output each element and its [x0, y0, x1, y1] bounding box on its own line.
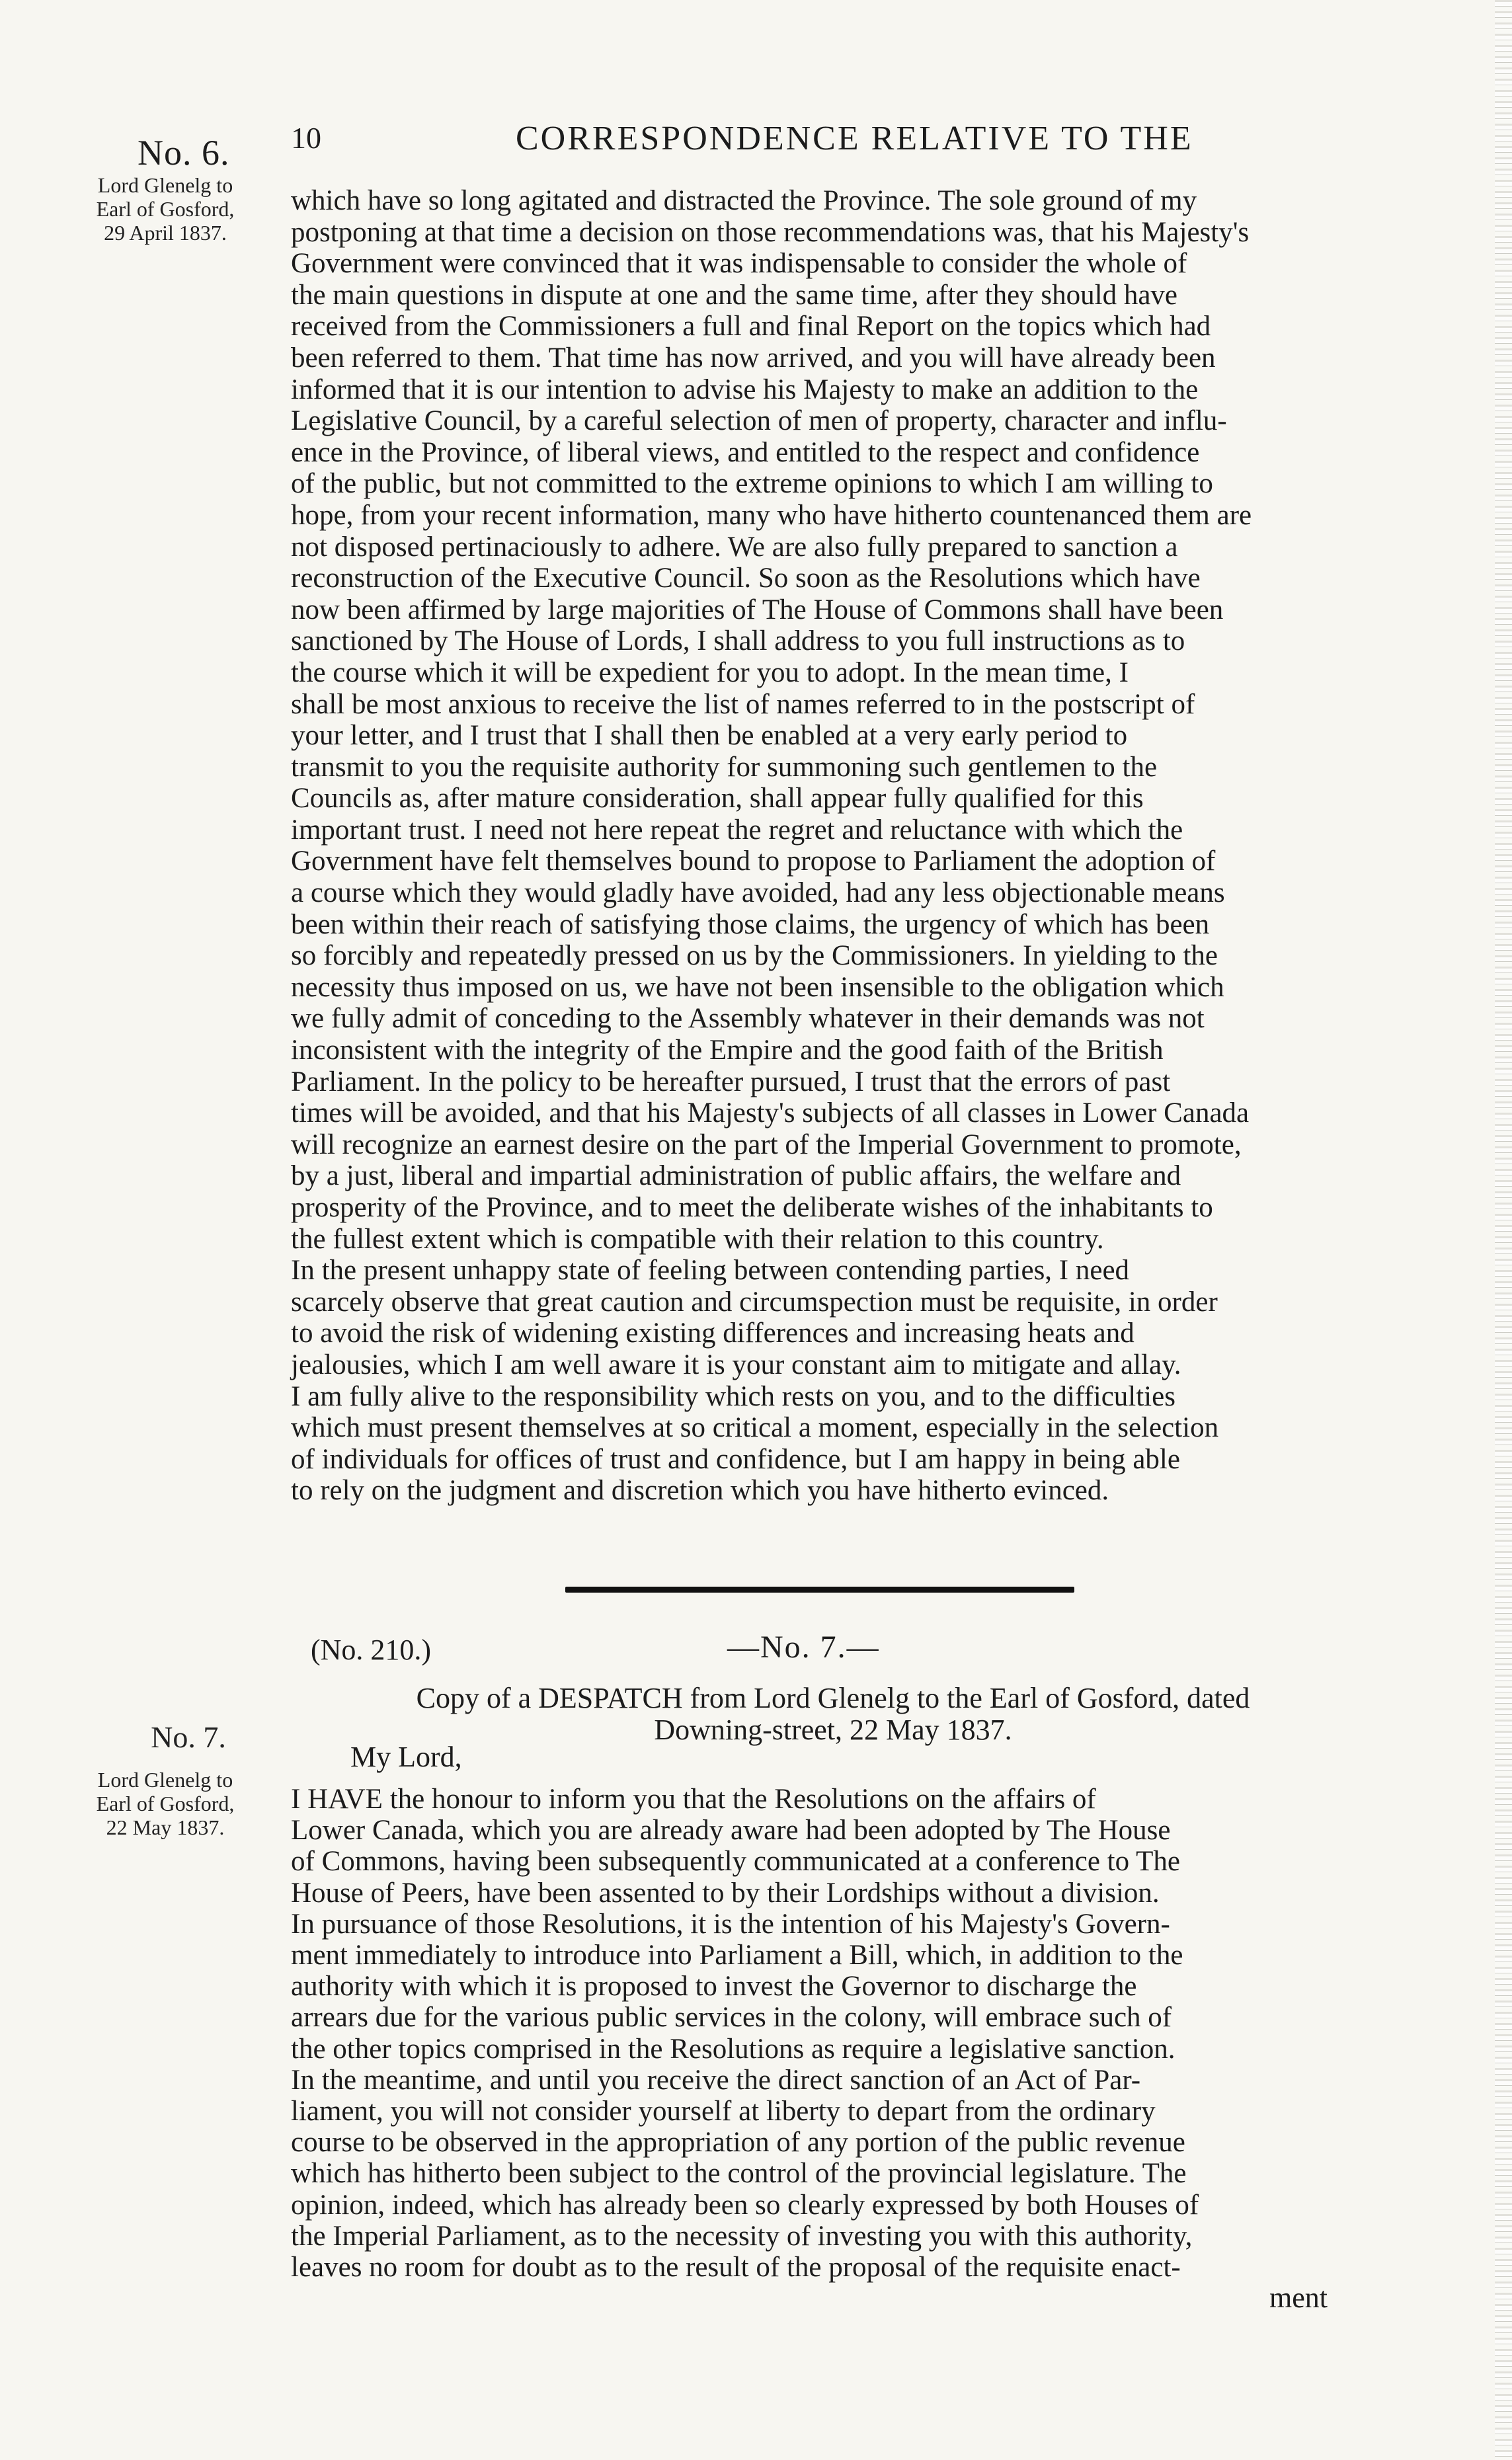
case-number: No. 6.: [138, 133, 230, 173]
section-divider: [565, 1587, 1074, 1593]
despatch-title: Copy of a DESPATCH from Lord Glenelg to the Earl of Gosford, dated Downing-street, 22 May 1837.: [416, 1682, 1250, 1746]
scan-edge-artifact: [1495, 0, 1512, 2460]
page-number: 10: [291, 121, 321, 155]
margin-number-7: No. 7.: [151, 1720, 226, 1754]
despatch-number: —No. 7.—: [727, 1630, 880, 1665]
margin-note-despatch-7: Lord Glenelg to Earl of Gosford, 22 May 1837.: [96, 1768, 235, 1839]
catchword: ment: [1269, 2281, 1328, 2314]
despatch-7-body: I HAVE the honour to inform you that the Resolutions on the affairs of Lower Canada, which you are already aware had been adopted by The House of Commons, having been subsequently communicated at a conference to The House of Peers, have been assented to by their Lordships without a division. In pursuance of those Resolutions, it is the intention of his Majesty's Govern- ment immediately to introduce into Parliament a Bill, which, in addition to the authority with which it is proposed to invest the Governor to discharge the arrears due for the various public services in the colony, will embrace such of the other topics comprised in the Resolutions as require a legislative sanction. In the meantime, and until you receive the direct sanction of an Act of Par- liament, you will not consider yourself at liberty to depart from the ordinary course to be observed in the appropriation of any portion of the public revenue which has hitherto been subject to the control of the provincial legislature. The opinion, indeed, which has already been so clearly expressed by both Houses of the Imperial Parliament, as to the necessity of investing you with this authority, leaves no room for doubt as to the result of the proposal of the requisite enact-: [291, 1784, 1199, 2283]
margin-note-letter-6: Lord Glenelg to Earl of Gosford, 29 April 1837.: [96, 173, 235, 245]
despatch-reference-number: (No. 210.): [311, 1634, 432, 1666]
running-title: CORRESPONDENCE RELATIVE TO THE: [516, 120, 1193, 157]
letter-6-body: which have so long agitated and distracted the Province. The sole ground of my postponing at that time a decision on those recommendations was, that his Majesty's Government were convinced that it was indispensable to consider the whole of the main questions in dispute at one and the same time, after they should have received from the Commissioners a full and final Report on the topics which had been referred to them. That time has now arrived, and you will have already been informed that it is our intention to advise his Majesty to make an addition to the Legislative Council, by a careful selection of men of property, character and influ- ence in the Province, of liberal views, and entitled to the respect and confidence of the public, but not committed to the extreme opinions to which I am willing to hope, from your recent information, many who have hitherto countenanced them are not disposed pertinaciously to adhere. We are also fully prepared to sanction a reconstruction of the Executive Council. So soon as the Resolutions which have now been affirmed by large majorities of The House of Commons shall have been sanctioned by The House of Lords, I shall address to you full instructions as to the course which it will be expedient for you to adopt. In the mean time, I shall be most anxious to receive the list of names referred to in the postscript of your letter, and I trust that I shall then be enabled at a very early period to transmit to you the requisite authority for summoning such gentlemen to the Councils as, after mature consideration, shall appear fully qualified for this important trust. I need not here repeat the regret and reluctance with which the Government have felt themselves bound to propose to Parliament the adoption of a course which they would gladly have avoided, had any less objectionable means been within their reach of satisfying those claims, the urgency of which has been so forcibly and repeatedly pressed on us by the Commissioners. In yielding to the necessity thus imposed on us, we have not been insensible to the obligation which we fully admit of conceding to the Assembly whatever in their demands was not inconsistent with the integrity of the Empire and the good faith of the British Parliament. In the policy to be hereafter pursued, I trust that the errors of past times will be avoided, and that his Majesty's subjects of all classes in Lower Canada will recognize an earnest desire on the part of the Imperial Government to promote, by a just, liberal and impartial administration of public affairs, the welfare and prosperity of the Province, and to meet the deliberate wishes of the inhabitants to the fullest extent which is compatible with their relation to this country. In the present unhappy state of feeling between contending parties, I need scarcely observe that great caution and circumspection must be requisite, in order to avoid the risk of widening existing differences and increasing heats and jealousies, which I am well aware it is your constant aim to mitigate and allay. I am fully alive to the responsibility which rests on you, and to the difficulties which must present themselves at so critical a moment, especially in the selection of individuals for offices of trust and confidence, but I am happy in being able to rely on the judgment and discretion which you have hitherto evinced.: [291, 185, 1252, 1507]
salutation: My Lord,: [350, 1741, 462, 1773]
